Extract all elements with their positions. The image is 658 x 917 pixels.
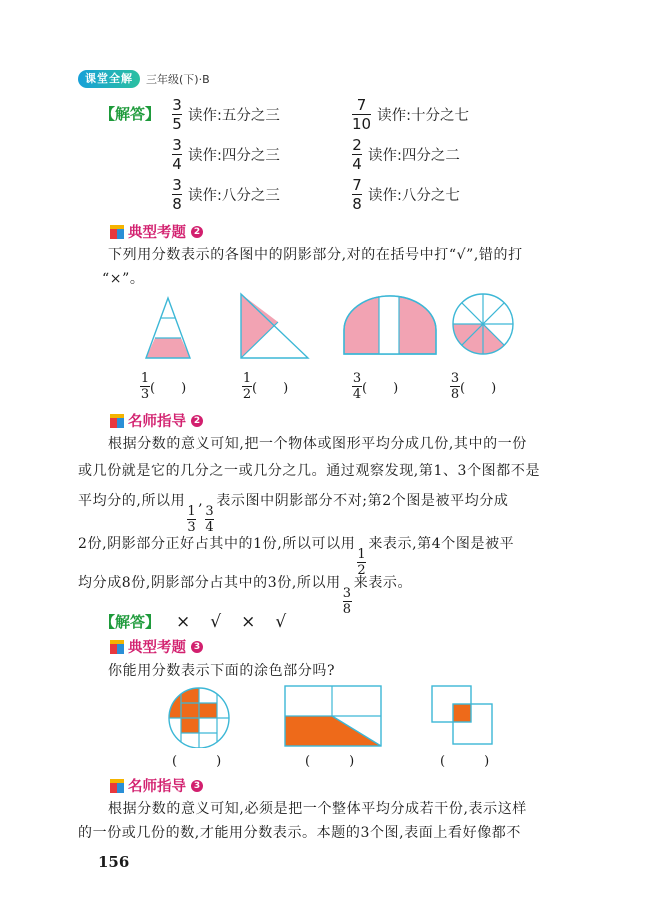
example-3-answer-1: ( ) xyxy=(172,754,222,769)
example-2-figures xyxy=(140,292,530,364)
guide-2-line-4: 2份,阴影部分正好占其中的1份,所以可以用 $\frac{1}{2}$ 来表示,第4个图是被平 xyxy=(78,536,515,578)
page-number: 156 xyxy=(98,853,130,871)
example-2-question-line-1: 下列用分数表示的各图中的阴影部分,对的在括号中打“√”,错的打 xyxy=(108,247,523,263)
figure-dome-quarters xyxy=(344,296,436,354)
series-badge: 课堂全解 xyxy=(78,70,140,88)
guide-3-line-1: 根据分数的意义可知,必须是把一个整体平均分成若干份,表示这样 xyxy=(108,801,527,817)
example-2-question-line-2: “×”。 xyxy=(102,271,145,287)
example-3-answer-2: ( ) xyxy=(305,754,355,769)
example-3-question: 你能用分数表示下面的涂色部分吗? xyxy=(108,663,336,679)
grade-label: 三年级(下)·B xyxy=(146,73,210,86)
answer-item-3: $\frac{3}{4}$ 读作:四分之三 xyxy=(172,136,280,173)
label-fig-1: $\frac{1}{3}$ ( ) xyxy=(140,371,187,402)
guide-2-line-1: 根据分数的意义可知,把一个物体或图形平均分成几份,其中的一份 xyxy=(108,436,527,452)
answer-item-6: $\frac{7}{8}$ 读作:八分之七 xyxy=(352,176,460,213)
answer-item-2: $\frac{7}{10}$ 读作:十分之七 xyxy=(352,96,469,133)
answer-item-5: $\frac{3}{8}$ 读作:八分之三 xyxy=(172,176,280,213)
figure-rectangle-shaded xyxy=(285,686,381,746)
answer-item-4: $\frac{2}{4}$ 读作:四分之二 xyxy=(352,136,460,173)
answer-tag-1: 【解答】 xyxy=(100,105,161,123)
figure-circle-eighths xyxy=(453,294,513,354)
section-title-example-2: 典型考题 2 xyxy=(110,221,203,242)
label-fig-2: $\frac{1}{2}$ ( ) xyxy=(242,371,289,402)
section-title-example-3: 典型考题 3 xyxy=(110,636,203,657)
figure-overlapping-squares xyxy=(432,686,492,744)
figure-right-triangle-halves xyxy=(241,294,308,358)
guide-2-line-3: 平均分的,所以用 $\frac{1}{3}$ , $\frac{3}{4}$ 表示图中阴影部分不对;第2个图是被平均分成 xyxy=(78,493,509,535)
cube-icon xyxy=(110,414,124,428)
answer-2: 【解答】 × √ × √ xyxy=(100,611,287,632)
example-3-figures xyxy=(165,684,500,748)
example-3-answer-3: ( ) xyxy=(440,754,490,769)
section-title-guide-3: 名师指导 3 xyxy=(110,775,203,796)
section-title-guide-2: 名师指导 2 xyxy=(110,410,203,431)
label-fig-3: $\frac{3}{4}$ ( ) xyxy=(352,371,399,402)
cube-icon xyxy=(110,779,124,793)
guide-2-line-5: 均分成8份,阴影部分占其中的3份,所以用 $\frac{3}{8}$ 来表示。 xyxy=(78,575,413,617)
label-fig-4: $\frac{3}{8}$ ( ) xyxy=(450,371,497,402)
cube-icon xyxy=(110,225,124,239)
cube-icon xyxy=(110,640,124,654)
answer-item-1: $\frac{3}{5}$ 读作:五分之三 xyxy=(172,96,280,133)
figure-circle-shaded xyxy=(169,688,229,748)
guide-2-line-2: 或几份就是它的几分之一或几分之几。通过观察发现,第1、3个图都不是 xyxy=(78,463,541,479)
figure-triangle-thirds xyxy=(146,298,190,358)
guide-3-line-2: 的一份或几份的数,才能用分数表示。本题的3个图,表面上看好像都不 xyxy=(78,825,522,841)
